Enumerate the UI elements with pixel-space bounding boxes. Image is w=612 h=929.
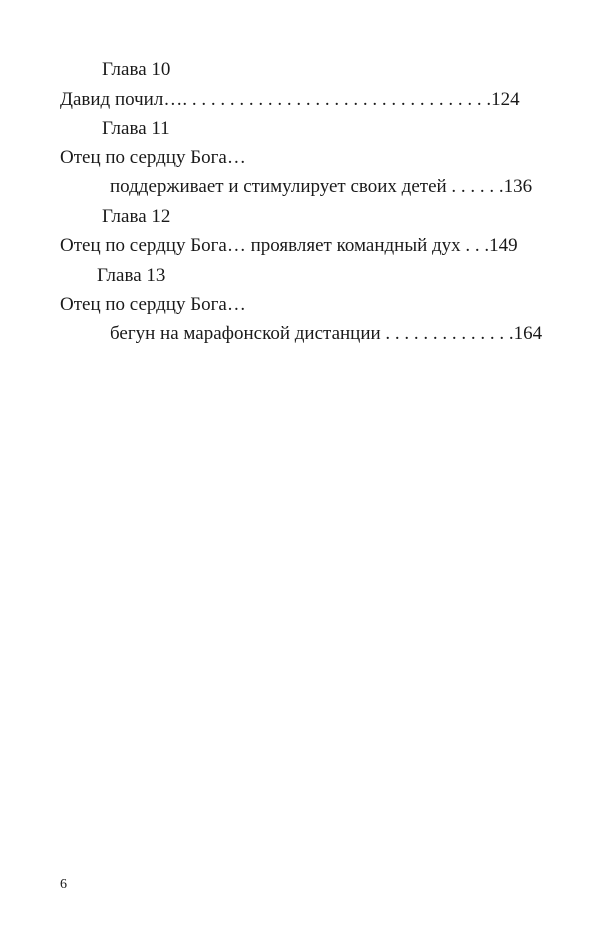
chapter-12-entry: Отец по сердцу Бога… проявляет командный дух . . .149: [60, 235, 518, 256]
chapter-12-heading: Глава 12: [102, 206, 171, 227]
chapter-10-entry: Давид почил…. . . . . . . . . . . . . . . . . . . . . . . . . . . . . . . . .124: [60, 89, 520, 110]
chapter-11-entry: поддерживает и стимулирует своих детей . . . . . .136: [110, 176, 533, 197]
page-number: 6: [60, 877, 67, 892]
chapter-11-title: Отец по сердцу Бога…: [60, 147, 246, 168]
chapter-13-heading: Глава 13: [97, 265, 166, 286]
chapter-11-heading: Глава 11: [102, 118, 170, 139]
chapter-13-entry: бегун на марафонской дистанции . . . . . . . . . . . . . .164: [110, 323, 543, 344]
chapter-10-heading: Глава 10: [102, 59, 171, 80]
chapter-13-title: Отец по сердцу Бога…: [60, 294, 246, 315]
